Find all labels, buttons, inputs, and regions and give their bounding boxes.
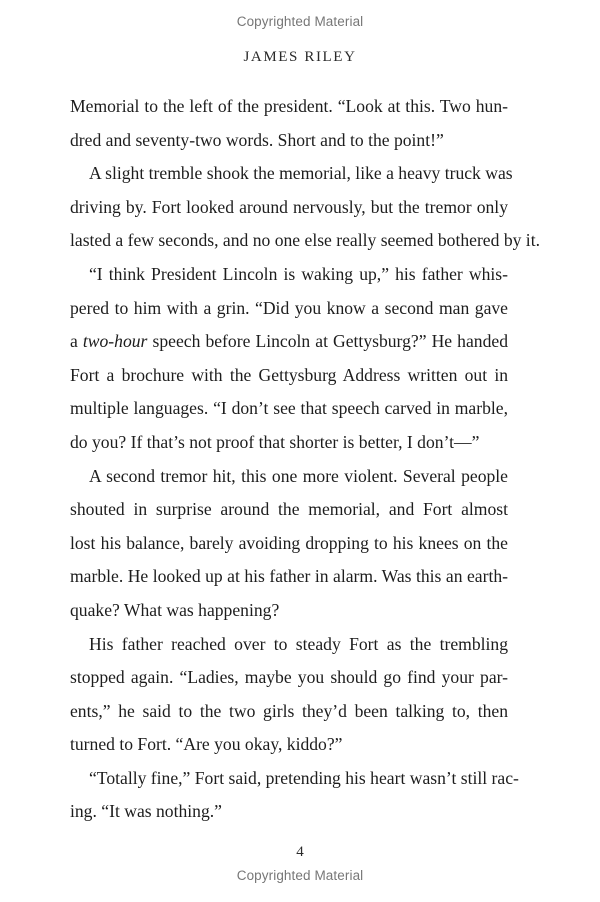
text-line: pered to him with a grin. “Did you know a second man gave bbox=[70, 297, 508, 318]
text-line: quake? What was happening? bbox=[70, 599, 280, 620]
body-text bbox=[70, 90, 540, 829]
text-line: turned to Fort. “Are you okay, kiddo?” bbox=[70, 734, 343, 755]
text-line bbox=[70, 325, 508, 359]
text-line: His father reached over to steady Fort as the trembling bbox=[89, 633, 508, 654]
copyright-watermark-bottom: Copyrighted Material bbox=[236, 868, 364, 883]
copyright-watermark-top: Copyrighted Material bbox=[236, 14, 364, 29]
text-line: ing. “It was nothing.” bbox=[70, 801, 222, 822]
text-run: speech before Lincoln at Gettysburg?” He handed bbox=[147, 331, 508, 352]
text-line: A second tremor hit, this one more violent. Several people bbox=[89, 465, 508, 486]
running-head-author: JAMES RILEY bbox=[243, 49, 357, 65]
text-line: shouted in surprise around the memorial, and Fort almost bbox=[70, 499, 508, 520]
text-run: a bbox=[70, 331, 83, 352]
text-line: “Totally fine,” Fort said, pretending his heart wasn’t still rac- bbox=[89, 767, 519, 788]
text-line: A slight tremble shook the memorial, like a heavy truck was bbox=[89, 163, 513, 184]
page-number: 4 bbox=[296, 844, 304, 860]
text-line: Memorial to the left of the president. “Look at this. Two hun- bbox=[70, 96, 508, 116]
italic-emphasis: two-hour bbox=[82, 331, 148, 352]
text-line: dred and seventy-two words. Short and to the point!” bbox=[70, 129, 444, 150]
text-line: ents,” he said to the two girls they’d been talking to, then bbox=[70, 700, 508, 721]
text-line: “I think President Lincoln is waking up,” his father whis- bbox=[89, 263, 508, 284]
text-line: driving by. Fort looked around nervously, but the tremor only bbox=[70, 196, 508, 217]
text-line: do you? If that’s not proof that shorter is better, I don’t—” bbox=[70, 431, 480, 452]
text-line: lost his balance, barely avoiding dropping to his knees on the bbox=[70, 532, 508, 553]
text-line: lasted a few seconds, and no one else really seemed bothered by it. bbox=[70, 230, 540, 251]
text-line: marble. He looked up at his father in alarm. Was this an earth- bbox=[70, 566, 508, 587]
text-line: multiple languages. “I don’t see that speech carved in marble, bbox=[70, 398, 508, 419]
text-line: Fort a brochure with the Gettysburg Address written out in bbox=[70, 364, 508, 385]
text-line: stopped again. “Ladies, maybe you should go find your par- bbox=[70, 667, 508, 688]
